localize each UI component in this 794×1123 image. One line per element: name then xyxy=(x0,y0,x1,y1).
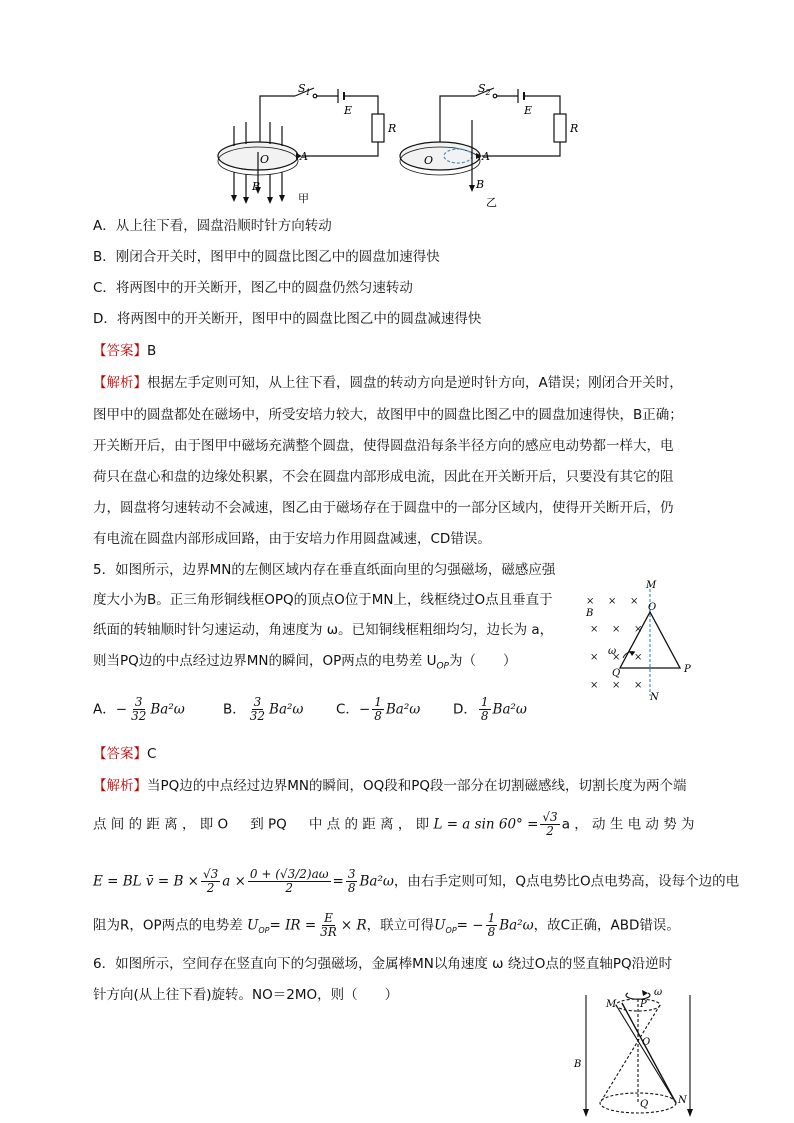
svg-text:×: × xyxy=(590,624,599,635)
q5-stem-line-2: 度大小为B。正三角形铜线框OPQ的顶点O位于MN上，线框绕过O点且垂直于 xyxy=(93,592,553,608)
center-o1-label: O xyxy=(260,153,270,166)
figure-rotating-rod xyxy=(570,985,720,1121)
label-b: B xyxy=(586,608,594,619)
q5-stem-text: 则当PQ边的中点经过边界MN的瞬间，OP两点的电势差 U xyxy=(93,653,437,669)
svg-text:×: × xyxy=(590,680,599,691)
svg-text:×: × xyxy=(630,596,639,607)
resistor-r2-label: R xyxy=(570,122,579,135)
svg-text:×: × xyxy=(612,680,621,691)
q4-option-d: D．将两图中的开关断开，图甲中的圆盘比图乙中的圆盘减速得快 xyxy=(93,311,482,327)
edge-a2-label: A xyxy=(482,150,490,163)
label-n: N xyxy=(650,692,659,703)
center-o2-label: O xyxy=(424,154,434,167)
field-b2-label: B xyxy=(476,178,485,191)
svg-text:×: × xyxy=(608,596,617,607)
label-q: Q xyxy=(612,668,621,679)
q5-stem-line-3: 纸面的转轴顺时针匀速运动，角速度为 ω。已知铜线框粗细均匀，边长为 a， xyxy=(93,622,554,638)
resistor-r1-label: R xyxy=(388,122,397,135)
svg-text:×: × xyxy=(634,652,643,663)
q5-analysis-line-4: 阻为R，OP两点的电势差 $U_{OP}=$ IR = $\frac{E}{3R}$ × R，联立可得$U_{OP}=$ − $\frac{1}{8}$ Ba²ω，故C正确，ABD错误。 xyxy=(93,911,680,939)
q4-analysis-line-3: 开关断开后，由于图甲中磁场充满整个圆盘，使得圆盘沿每条半径方向的感应电动势都一样大，电 xyxy=(93,438,674,454)
figure-triangle-frame xyxy=(578,576,708,704)
q4-option-c: C．将两图中的开关断开，图乙中的圆盘仍然匀速转动 xyxy=(93,280,413,296)
q5-analysis-line-2: 点 间 的 距 离 ， 即 O 到 PQ 中 点 的 距 离 ， 即 L = a sin 60° = $\frac{√3}{2}$ a ， 动 生 电 动 势 为 xyxy=(93,810,695,838)
q4-analysis-line-6: 有电流在圆盘内部形成回路，由于安培力作用圆盘减速，CD错误。 xyxy=(93,531,491,547)
caption-jia: 甲 xyxy=(298,192,309,205)
caption-yi: 乙 xyxy=(486,196,497,209)
q4-option-a: A．从上往下看，圆盘沿顺时针方向转动 xyxy=(93,218,332,234)
label-p: P xyxy=(684,664,691,675)
answer-value: C xyxy=(147,746,157,762)
q5-stem-line-1: 5．如图所示，边界MN的左侧区域内存在垂直纸面向里的匀强磁场，磁感应强 xyxy=(93,562,556,578)
svg-text:×: × xyxy=(612,652,621,663)
emf-e1-label: E xyxy=(344,104,353,117)
analysis-text: 当PQ边的中点经过边界MN的瞬间，OQ段和PQ段一部分在切割磁感线，切割长度为两个端 xyxy=(147,778,687,794)
svg-text:×: × xyxy=(612,624,621,635)
label-q: Q xyxy=(640,1099,649,1110)
q5-analysis-line-3: E = BL v̄ = B × $\frac{√3}{2}$ a × $\frac{0 + (√3/2)a\omega}{2}$ = $\frac{3}{8}$ Ba²ω，由右手定则可知，Q点电势比O点电势高，设每个边的电 xyxy=(93,867,740,895)
svg-text:×: × xyxy=(634,680,643,691)
svg-text:×: × xyxy=(590,652,599,663)
emf-e2-label: E xyxy=(524,104,533,117)
q4-analysis-line-2: 图甲中的圆盘都处在磁场中，所受安培力较大，故图甲中的圆盘比图乙中的圆盘加速得快，B正确； xyxy=(93,407,683,423)
q6-stem-line-1: 6．如图所示，空间存在竖直向下的匀强磁场，金属棒MN以角速度 ω 绕过O点的竖直轴PQ沿逆时 xyxy=(93,956,673,972)
q5-stem-tail: 为（ ） xyxy=(448,653,517,669)
svg-text:×: × xyxy=(634,624,643,635)
label-m: M xyxy=(646,580,657,591)
q4-option-b: B．刚闭合开关时，图甲中的圆盘比图乙中的圆盘加速得快 xyxy=(93,249,440,265)
figure-disc-circuits xyxy=(210,80,600,210)
label-o: O xyxy=(648,602,657,613)
circuit-jia xyxy=(218,88,384,200)
q5-option-a: A．− $\frac{3}{32}$ Ba²ω xyxy=(93,695,185,723)
label-m: M xyxy=(606,999,617,1010)
q4-analysis-line-1 xyxy=(93,373,683,393)
q5-analysis-line-1 xyxy=(93,776,687,796)
switch-s2-label: $S_2$ xyxy=(478,82,491,97)
switch-s1-label: $S_1$ xyxy=(298,82,311,97)
q5-stem-sub: OP xyxy=(436,661,449,672)
edge-a1-label: A xyxy=(300,150,308,163)
answer-value: B xyxy=(147,343,157,359)
q5-option-d: D． $\frac{1}{8}$ Ba²ω xyxy=(453,695,527,723)
q4-answer xyxy=(93,341,156,361)
label-n: N xyxy=(678,1095,687,1106)
label-omega: ω xyxy=(654,987,663,998)
analysis-text: 根据左手定则可知，从上往下看，圆盘的转动方向是逆时针方向，A错误；刚闭合开关时， xyxy=(147,375,683,391)
label-omega: ω xyxy=(608,646,617,657)
answer-tag: 【答案】 xyxy=(93,746,147,762)
circuit-yi xyxy=(400,88,566,188)
q4-analysis-line-5: 力，圆盘将匀速转动不会减速，图乙由于磁场存在于圆盘中的一部分区域内，使得开关断开后，仍 xyxy=(93,500,674,516)
answer-tag: 【答案】 xyxy=(93,343,147,359)
q5-stem-line-4 xyxy=(93,651,516,677)
q6-stem-line-2: 针方向(从上往下看)旋转。NO＝2MO，则（ ） xyxy=(93,987,399,1003)
label-b: B xyxy=(574,1059,582,1070)
q5-options xyxy=(93,696,563,726)
analysis-tag: 【解析】 xyxy=(93,375,147,391)
q4-analysis-line-4: 荷只在盘心和盘的边缘处积累，不会在圆盘内部形成电流，因此在开关断开后，只要没有其它的阻 xyxy=(93,469,674,485)
svg-text:×: × xyxy=(586,596,595,607)
analysis-tag: 【解析】 xyxy=(93,778,147,794)
q5-option-b: B． $\frac{3}{32}$ Ba²ω xyxy=(223,695,304,723)
label-o: O xyxy=(642,1037,651,1048)
field-b1-label: B xyxy=(252,180,261,193)
q5-option-c: C．− $\frac{1}{8}$ Ba²ω xyxy=(336,695,421,723)
label-p: P xyxy=(640,999,647,1010)
q5-answer xyxy=(93,744,156,764)
